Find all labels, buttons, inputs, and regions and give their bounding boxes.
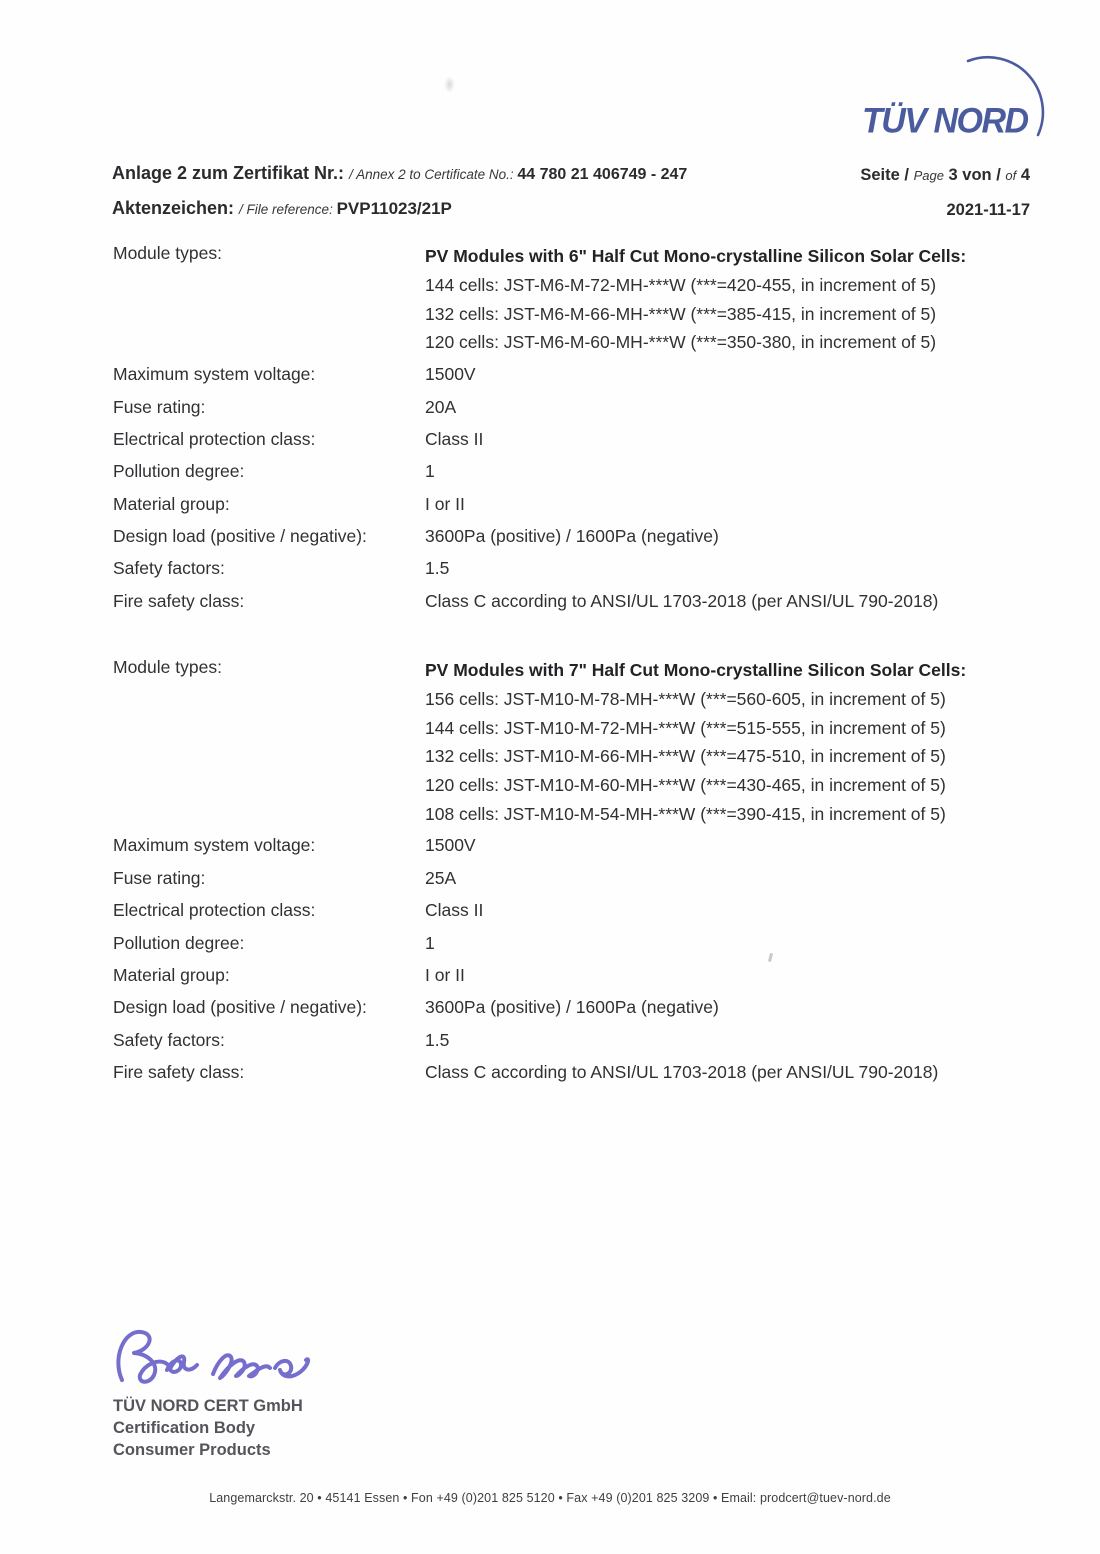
certificate-number: 44 780 21 406749 - 247 [517, 166, 688, 183]
scan-artifact [444, 76, 455, 93]
module-line: 120 cells: JST-M10-M-60-MH-***W (***=430-465, in increment of 5) [425, 774, 946, 795]
property-value: 3600Pa (positive) / 1600Pa (negative) [425, 526, 719, 547]
property-label: Pollution degree: [113, 461, 245, 482]
module-line: 132 cells: JST-M10-M-66-MH-***W (***=475-510, in increment of 5) [425, 746, 946, 767]
property-label: Electrical protection class: [113, 428, 316, 449]
module-types-value [425, 242, 1025, 357]
property-label: Maximum system voltage: [113, 835, 316, 856]
property-label: Fuse rating: [113, 396, 206, 417]
page-label-en: Page [913, 168, 944, 183]
page-number: 3 von / [943, 166, 1006, 184]
property-label: Pollution degree: [113, 932, 245, 953]
property-label: Electrical protection class: [113, 900, 316, 921]
property-row [113, 428, 1025, 450]
property-value: 1500V [425, 835, 476, 856]
property-value: Class II [425, 428, 484, 449]
module-types-value [425, 656, 1025, 829]
property-row [113, 525, 1025, 547]
company-name: TÜV NORD CERT GmbH [113, 1397, 303, 1415]
property-row [113, 396, 1025, 418]
tuv-nord-logo [860, 42, 1070, 177]
property-value: 1500V [425, 364, 476, 385]
property-value: I or II [425, 964, 465, 985]
property-value: I or II [425, 493, 465, 514]
property-row [113, 1029, 1025, 1051]
property-value: 1 [425, 461, 435, 482]
property-value: Class C according to ANSI/UL 1703-2018 (per ANSI/UL 790-2018) [425, 1062, 939, 1083]
page-indicator [860, 166, 1030, 185]
module-line: 108 cells: JST-M10-M-54-MH-***W (***=390-415, in increment of 5) [425, 803, 946, 824]
certificate-content [113, 242, 1025, 1093]
issue-date: 2021-11-17 [946, 201, 1030, 219]
module-line: 144 cells: JST-M10-M-72-MH-***W (***=515-555, in increment of 5) [425, 717, 946, 738]
property-row [113, 899, 1025, 921]
module-types-row [113, 242, 1025, 357]
company-dept: Certification Body [113, 1419, 256, 1437]
file-ref-label-de: Aktenzeichen: [112, 198, 240, 218]
property-value: 1 [425, 932, 435, 953]
module-line: 120 cells: JST-M6-M-60-MH-***W (***=350-380, in increment of 5) [425, 332, 937, 353]
annex-label-en: / Annex 2 to Certificate No.: [349, 167, 518, 182]
company-unit: Consumer Products [113, 1441, 271, 1459]
module-heading: PV Modules with 7" Half Cut Mono-crystalline Silicon Solar Cells: [425, 659, 967, 680]
property-value: 20A [425, 396, 457, 417]
file-ref-label-en: / File reference: [239, 202, 337, 217]
property-label: Material group: [113, 493, 230, 514]
property-label: Fire safety class: [113, 1062, 245, 1083]
file-reference-number: PVP11023/21P [336, 199, 452, 218]
page-label-de: Seite / [860, 166, 914, 184]
property-row [113, 932, 1025, 954]
property-value: 25A [425, 867, 457, 888]
module-line: 144 cells: JST-M6-M-72-MH-***W (***=420-455, in increment of 5) [425, 275, 937, 295]
annex-header-line [112, 163, 687, 184]
property-label: Maximum system voltage: [113, 364, 316, 385]
property-label: Design load (positive / negative): [113, 526, 367, 547]
property-value: Class II [425, 900, 484, 921]
property-row [113, 834, 1025, 856]
handwritten-signature-icon [110, 1320, 325, 1403]
property-row [113, 363, 1025, 385]
property-row [113, 996, 1025, 1018]
property-label: Safety factors: [113, 558, 225, 579]
module-line: 156 cells: JST-M10-M-78-MH-***W (***=560-605, in increment of 5) [425, 688, 946, 709]
property-value: 3600Pa (positive) / 1600Pa (negative) [425, 997, 719, 1018]
annex-label-de: Anlage 2 zum Zertifikat Nr.: [112, 163, 350, 183]
property-row [113, 590, 1025, 612]
property-value: 1.5 [425, 1029, 450, 1050]
module-section-7inch [113, 656, 1025, 1083]
page-total: 4 [1016, 166, 1030, 184]
property-row [113, 867, 1025, 889]
contact-footer: Langemarckstr. 20 • 45141 Essen • Fon +49 (0)201 825 5120 • Fax +49 (0)201 825 3209 • Email: prodcert@tuev-nord.de [209, 1491, 891, 1505]
module-section-6inch [113, 242, 1025, 612]
file-reference-line [112, 198, 452, 219]
property-row [113, 493, 1025, 515]
module-types-label: Module types: [113, 656, 222, 677]
module-types-row [113, 656, 1025, 829]
page-of-label: of [1005, 168, 1017, 183]
module-heading: PV Modules with 6" Half Cut Mono-crystalline Silicon Solar Cells: [425, 246, 967, 266]
property-label: Fire safety class: [113, 590, 245, 611]
property-label: Fuse rating: [113, 867, 206, 888]
logo-wordmark: TÜV NORD [862, 101, 1028, 141]
property-row [113, 964, 1025, 986]
property-value: Class C according to ANSI/UL 1703-2018 (per ANSI/UL 790-2018) [425, 590, 939, 611]
property-row [113, 557, 1025, 579]
property-label: Safety factors: [113, 1029, 225, 1050]
property-label: Design load (positive / negative): [113, 997, 367, 1018]
property-row [113, 1061, 1025, 1083]
property-label: Material group: [113, 964, 230, 985]
module-line: 132 cells: JST-M6-M-66-MH-***W (***=385-415, in increment of 5) [425, 303, 937, 324]
module-types-label: Module types: [113, 243, 222, 263]
property-value: 1.5 [425, 558, 450, 579]
property-row [113, 460, 1025, 482]
certification-body-block [113, 1395, 303, 1461]
